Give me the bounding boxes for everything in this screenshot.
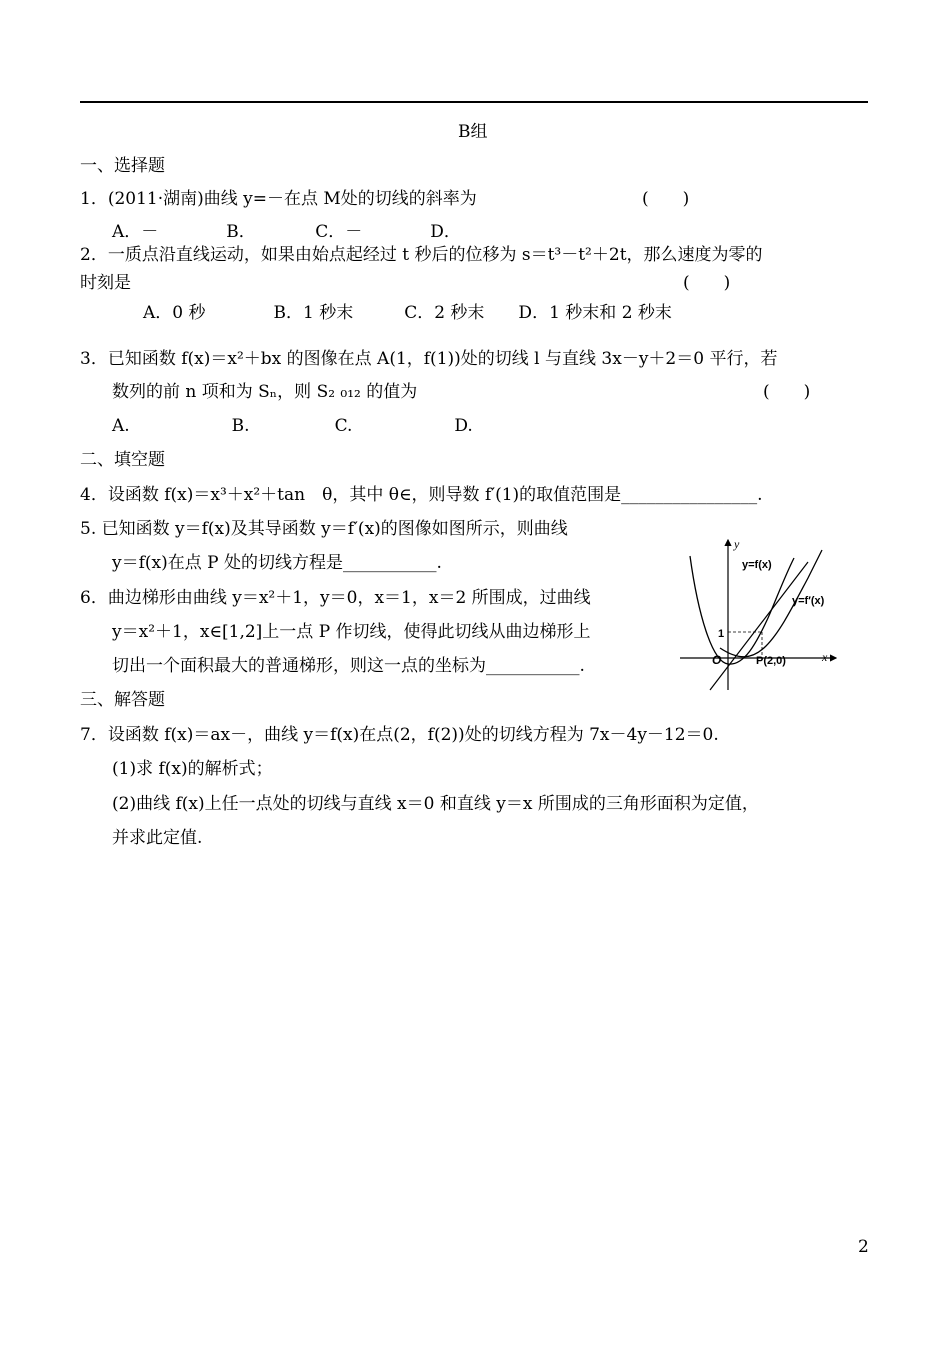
question-7-part-2: (2)曲线 f(x)上任一点处的切线与直线 x＝0 和直线 y＝x 所围成的三角形面积为定值， — [112, 794, 759, 814]
f-curve-label: y=f(x) — [742, 559, 772, 571]
origin-label: O — [712, 653, 722, 667]
question-4-text: 4．设函数 f(x)＝x³＋x²＋tan θ，其中 θ∈，则导数 f′(1)的取值范围是________________. — [80, 485, 763, 505]
function-graph-figure — [676, 534, 846, 694]
question-6-text-cont: y＝x²＋1，x∈[1,2]上一点 P 作切线，使得此切线从曲边梯形上 — [112, 622, 591, 642]
question-3-text-cont: 数列的前 n 项和为 Sₙ，则 S₂ ₀₁₂ 的值为 — [112, 382, 418, 402]
question-5-text-cont: y＝f(x)在点 P 处的切线方程是___________. — [112, 553, 442, 573]
question-2-options: A．0 秒 B．1 秒末 C．2 秒末 D．1 秒末和 2 秒末 — [143, 303, 672, 323]
question-3-answer-paren: ( ) — [763, 382, 811, 402]
header-rule — [80, 101, 868, 103]
y-axis-label: y — [734, 537, 740, 551]
tick-one-label: 1 — [718, 628, 725, 640]
question-2-text-cont: 时刻是 — [80, 273, 131, 293]
question-5-text: 5. 已知函数 y＝f(x)及其导函数 y＝f′(x)的图像如图所示，则曲线 — [80, 519, 568, 539]
fprime-curve-label: y=f′(x) — [792, 595, 825, 607]
question-6-text-cont2: 切出一个面积最大的普通梯形，则这一点的坐标为___________. — [112, 656, 585, 676]
question-7-part-2-cont: 并求此定值. — [112, 828, 203, 848]
question-2-answer-paren: ( ) — [683, 273, 731, 293]
x-axis-label: x — [822, 650, 828, 664]
question-7-part-1: (1)求 f(x)的解析式； — [112, 759, 273, 779]
page-number: 2 — [858, 1237, 869, 1257]
tangent-line — [710, 562, 808, 690]
question-2-text: 2．一质点沿直线运动，如果由始点起经过 t 秒后的位移为 s＝t³－t²＋2t，那么速度为零的 — [80, 245, 763, 265]
question-7-text: 7．设函数 f(x)＝ax－，曲线 y＝f(x)在点(2，f(2))处的切线方程为 7x－4y－12＝0. — [80, 725, 719, 745]
question-3-options: A. B. C. D. — [112, 416, 473, 436]
question-1-options: A．－ B． C．－ D． — [112, 222, 461, 242]
question-3-text: 3．已知函数 f(x)＝x²＋bx 的图像在点 A(1，f(1))处的切线 l 与直线 3x－y＋2＝0 平行，若 — [80, 349, 778, 369]
section-heading-solve: 三、解答题 — [80, 690, 165, 710]
question-1-answer-paren: ( ) — [642, 189, 690, 209]
question-6-text: 6．曲边梯形由曲线 y＝x²＋1，y＝0，x＝1，x＝2 所围成，过曲线 — [80, 588, 591, 608]
section-heading-choice: 一、选择题 — [80, 156, 165, 176]
section-heading-fill: 二、填空题 — [80, 450, 165, 470]
point-p-label: P(2,0) — [756, 655, 786, 667]
question-1-text: 1．(2011·湖南)曲线 y=－在点 M处的切线的斜率为 — [80, 189, 477, 209]
group-title: B组 — [458, 122, 488, 142]
